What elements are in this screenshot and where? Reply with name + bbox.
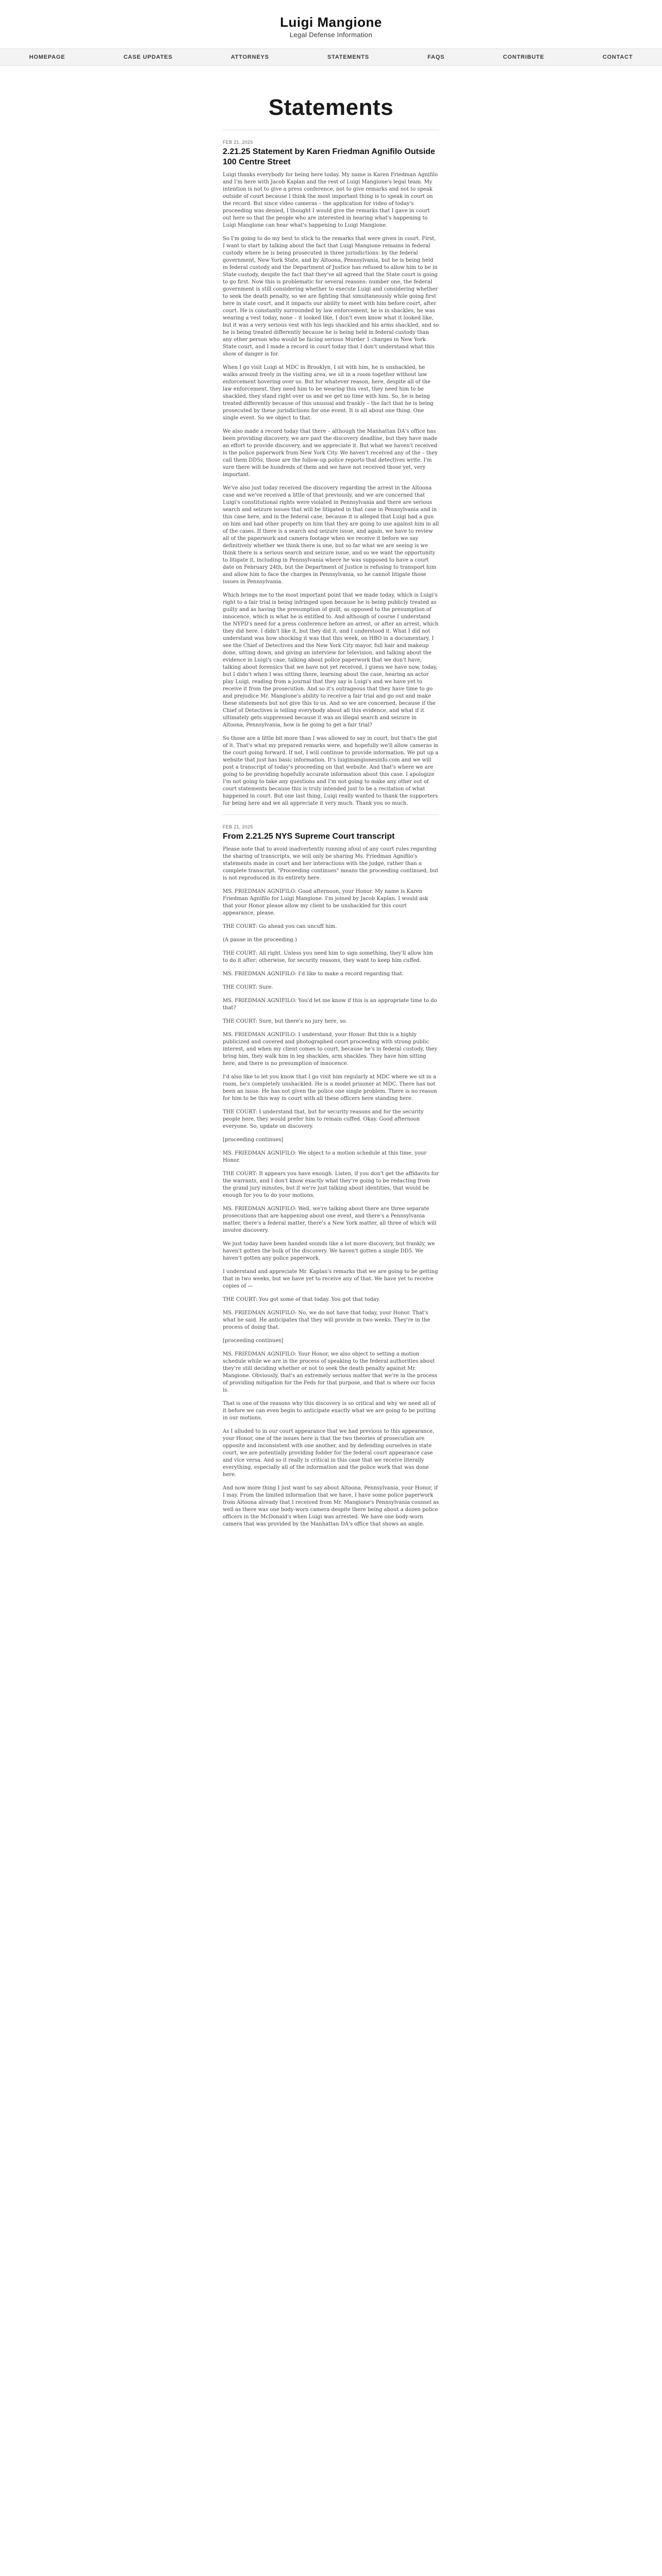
post-paragraph: When I go visit Luigi at MDC in Brooklyn, I sit with him, he is unshackled, he walks around freely in the visiting area, we sit in a room together without law enforcement hovering over us. But for whatever reason, here, despite all of the law enforcement, they need him to be wearing this vest, they need him to be shackled, they stand right over us and we get no time with him. So, he is being treated differently because of this unusual and frankly – the fact that he is being prosecuted by these jurisdictions for one event. It is all about one thing. One single event. So we object to that. (223, 365, 434, 421)
post-paragraph: We also made a record today that there – although the Manhattan DA's office has been providing discovery, we are past the discovery deadline, but they have made an effort to provide discovery, and we appreciate it. But what we haven't received is the police paperwork from New York City. We haven't received any of the – they call them DD5s, those are the follow-up police reports that detectives write. I'm sure there will be hundreds of them and we have not received those yet, very important. (223, 429, 438, 478)
nav-faqs[interactable]: FAQS (427, 54, 445, 60)
post-paragraph: Which brings me to the most important point that we made today, which is Luigi's right to a fair trial is being infringed upon because he is being publicly treated as guilty and as having the presumption of guilt, as opposed to the presumption of innocence, which is what he is entitled to. And although of course I understand the NYPD's need for a press conference before an arrest, or after an arrest, which they did here. I didn't like it, but they did it, and I understood it. What I did not understand was how shocking it was that this week, on HBO in a documentary, I see the Chief of Detectives and the New York City mayor, full hair and makeup done, sitting down, and giving an interview for television, and talking about the evidence in Luigi's case, talking about police paperwork that we don't have, talking about forensics that we have not yet received, I guess we have now, today, but I didn't when I was sitting there, learning about the case, hearing an actor play Luigi, reading from a journal that they say is Luigi's and we have yet to receive it from the prosecution. And so it's outrageous that they have time to go and prejudice Mr. Mangione's ability to receive a fair trial and go out and make these statements but not give this to us. And so we are concerned, because if the Chief of Detectives is telling everybody about all this evidence, and what if it ultimately gets suppressed because it was an illegal search and seizure in Altoona, Pennsylvania, how is he going to get a fair trial? (223, 592, 439, 728)
post-paragraph: So those are a little bit more than I was allowed to say in court, but that's the gist of it. That's what my prepared remarks were, and hopefully we'll allow cameras in the court going forward. If not, I will continue to provide information. We put up a website that just has basic information. It's luigimangionesinfo.com and we will post a transcript of today's proceeding on that website. And that's where we are going to be providing hopefully accurate information about this case. I apologize I'm not going to take any questions and I'm not going to make any other out of court statements because this is truly intended just to be a recitation of what happened in court. But one last thing, Luigi really wanted to thank the supporters for being here and we all appreciate it very much. Thank you so much. (223, 736, 439, 806)
post-paragraph: MS. FRIEDMAN AGNIFILO: You'd let me know if this is an appropriate time to do that? (223, 998, 437, 1011)
post-title[interactable]: 2.21.25 Statement by Karen Friedman Agnifilo Outside 100 Centre Street (223, 147, 435, 166)
post-paragraph: [proceeding continues] (223, 1137, 284, 1143)
post-paragraph: MS. FRIEDMAN AGNIFILO: Well, we're talking about there are three separate prosecutions that are happening about one event, and there's a Pennsylvania matter, there's a federal matter, there's a New York matter, all three of which will involve discovery. (223, 1206, 437, 1233)
post-paragraph: I'd also like to let you know that I go visit him regularly at MDC where we sit in a room, he's completely unshackled. He is a model prisoner at MDC. There has not been an issue. He has not given the police one single problem. There is no reason for him to be this way in court with all these officers here standing here. (223, 1074, 437, 1101)
post-paragraph: MS. FRIEDMAN AGNIFILO: Your Honor, we also object to setting a motion schedule while we are in the process of speaking to the federal authorities about they're still deciding whether or not to seek the death penalty against Mr. Mangione. Obviously, that's an extremely serious matter that we're in the process of providing mitigation for the Feds for that purpose, and that is where our focus is. (223, 1351, 437, 1393)
page-title: Statements (268, 95, 394, 120)
post-paragraph: THE COURT: It appears you have enough. Listen, if you don't get the affidavits for the warrants, and I don't know exactly what they're going to be redacting from the grand jury minutes, but if we're just talking about identities, that would be enough for you to do your motions. (223, 1171, 439, 1198)
post-paragraph: THE COURT: Sure, but there's no jury here, so. (223, 1019, 347, 1024)
post-paragraph: MS. FRIEDMAN AGNIFILO: I understand, your Honor. But this is a highly publicized and covered and photographed court proceeding with strong public interest, and when my client comes to court, because he's in federal custody, they bring him, they walk him in leg shackles, arm shackles. They have him sitting here, and there is no presumption of innocence. (223, 1032, 438, 1066)
post-paragraph: MS. FRIEDMAN AGNIFILO: No, we do not have that today, your Honor. That's what he said. He anticipates that they will provide in two weeks. They're in the process of doing that. (223, 1310, 431, 1330)
post-paragraph: MS. FRIEDMAN AGNIFILO: I'd like to make a record regarding that. (223, 971, 404, 977)
post-paragraph: [proceeding continues] (223, 1338, 284, 1344)
post-paragraph: Luigi thanks everybody for being here today. My name is Karen Friedman Agnifilo and I'm here with Jacob Kaplan and the rest of Luigi Mangione's legal team. My intention is not to give a press conference, not to give remarks and not to speak outside of court because I think the most important thing is to speak in court on the record. But since video cameras – the application for video of today's proceeding was denied, I thought I would give the remarks that I gave in court out here so that the people who are interested in hearing what's happening to Luigi Mangione can hear what's happening to Luigi Mangione. (223, 172, 438, 228)
post-paragraph: THE COURT: Go ahead you can uncuff him. (223, 924, 337, 929)
post-paragraph: We just today have been handed sounds like a lot more discovery, but frankly, we haven't gotten the bulk of the discovery. We haven't gotten a single DD5. We haven't gotten any police paperwork. (223, 1241, 435, 1261)
post-date: FEB 21, 2025 (223, 140, 253, 145)
post-paragraph: THE COURT: Sure. (223, 985, 273, 990)
post-paragraph: I understand and appreciate Mr. Kaplan's remarks that we are going to be getting that in two weeks, but we have yet to receive any of that. We have yet to receive copies of — (223, 1269, 438, 1289)
site-header (0, 0, 662, 45)
post-paragraph: We've also just today received the discovery regarding the arrest in the Altoona case and we've received a little of that previously, and we are concerned that Luigi's constitutional rights were violated in Pennsylvania and there are serious search and seizure issues that will be litigated in that case in Pennsylvania and in this case here, and in the federal case, because it is alleged that Luigi had a gun on him and had other property on him that they are going to use against him in all of the cases. If there is a search and seizure issue, and again, we have to review all of the paperwork and camera footage when we receive it before we say definitively whether we think there is one, but so far what we are seeing is we think there is a serious search and seizure issue, and so we want the opportunity to litigate it, including in Pennsylvania where he was supposed to have a court date on February 24th, but the Department of Justice is refusing to transport him and allow him to face the charges in Pennsylvania, so he cannot litigate those issues in Pennsylvania. (223, 485, 439, 585)
post-paragraph: As I alluded to in our court appearance that we had previous to this appearance, your Honor, one of the issues here is that the two theories of prosecution are opposite and inconsistent with one another, and by defending ourselves in state court, we are potentially providing fodder for the federal court appearance case and vice versa. And so it really is critical in this case that we receive literally everything, especially all of the information and the police work that was done here. (223, 1429, 435, 1478)
nav-contact[interactable]: CONTACT (602, 54, 633, 60)
site-subtitle: Legal Defense Information (290, 31, 372, 39)
post-paragraph: THE COURT: I understand that, but for security reasons and for the security people here, they would prefer him to remain cuffed. Okay. Good afternoon everyone. So, update on discovery. (223, 1109, 424, 1129)
nav-homepage[interactable]: HOMEPAGE (29, 54, 65, 60)
post-paragraph: And now more thing I just want to say about Altoona, Pennsylvania, your Honor, if I may. From the limited information that we have, I have some police paperwork from Altoona already that I received from Mr. Mangione's Pennsylvania counsel as well as there was one body-worn camera despite there being about a dozen police officers in the McDonald's when Luigi was arrested. We have one body-worn camera that was provided by the Manhattan DA's office that shows an angle. (223, 1485, 439, 1527)
post-title[interactable]: From 2.21.25 NYS Supreme Court transcript (223, 832, 395, 841)
statement-post (223, 130, 439, 815)
post-paragraph: (A pause in the proceeding.) (223, 937, 297, 943)
post-paragraph: MS. FRIEDMAN AGNIFILO: We object to a motion schedule at this time, your Honor. (223, 1150, 427, 1163)
nav-attorneys[interactable]: ATTORNEYS (230, 54, 269, 60)
main-nav (0, 48, 662, 66)
post-paragraph: MS. FRIEDMAN AGNIFILO: Good afternoon, your Honor. My name is Karen Friedman Agnifilo for Luigi Mangione. I'm joined by Jacob Kaplan. I would ask that your Honor please allow my client to be unshackled for this court appearance, please. (223, 889, 428, 916)
post-paragraph: THE COURT: All right. Unless you need him to sign something, they'll allow him to do it after; otherwise, for security reasons, they want to keep him cuffed. (223, 951, 433, 963)
nav-contribute[interactable]: CONTRIBUTE (503, 54, 544, 60)
post-date: FEB 21, 2025 (223, 824, 253, 829)
post-paragraph: THE COURT: You got some of that today. You got that today. (223, 1297, 380, 1302)
transcript-post (223, 815, 439, 1528)
nav-case-updates[interactable]: CASE UPDATES (123, 54, 173, 60)
post-paragraph: Please note that to avoid inadvertently running afoul of any court rules regarding the sharing of transcripts, we will only be sharing Ms. Friedman Agnifilo's statements made in court and her interactions with the judge, rather than a complete transcript. "Proceeding continues" means the proceeding continued, but is not reproduced in its entirety here. (223, 846, 439, 881)
site-title[interactable]: Luigi Mangione (280, 14, 382, 30)
post-paragraph: That is one of the reasons why this discovery is so critical and why we need all of it before we can even begin to anticipate exactly what we are going to be putting in our motions. (223, 1401, 436, 1421)
post-paragraph: So I'm going to do my best to stick to the remarks that were given in court. First, I want to start by talking about the fact that Luigi Mangione remains in federal custody where he is being prosecuted in three jurisdictions: by the federal government, New York State, and by Altoona, Pennsylvania, but he is being held in federal custody and the Department of Justice has refused to allow him to be in State custody, despite the fact that they've all agreed that the State court is going to go first. Now this is problematic for several reasons: number one, the federal government is still considering whether to execute Luigi and considering whether to seek the death penalty, so we are fighting that simultaneously while going first here in state court, and it impacts our ability to meet with him before court, after court. He is constantly surrounded by law enforcement, he is in shackles, he was wearing a vest today, none – it looked like, I don't even know what it looked like, but it was a very serious vest with his legs shackled and his arms shackled, and so he is being treated differently because he is being held in federal custody than any other person who would be facing serious Murder 1 charges in New York State court, and I made a record in court today that I don't understand what this show of danger is for. (223, 236, 439, 357)
statements-list (223, 130, 439, 1528)
nav-statements[interactable]: STATEMENTS (327, 54, 369, 60)
